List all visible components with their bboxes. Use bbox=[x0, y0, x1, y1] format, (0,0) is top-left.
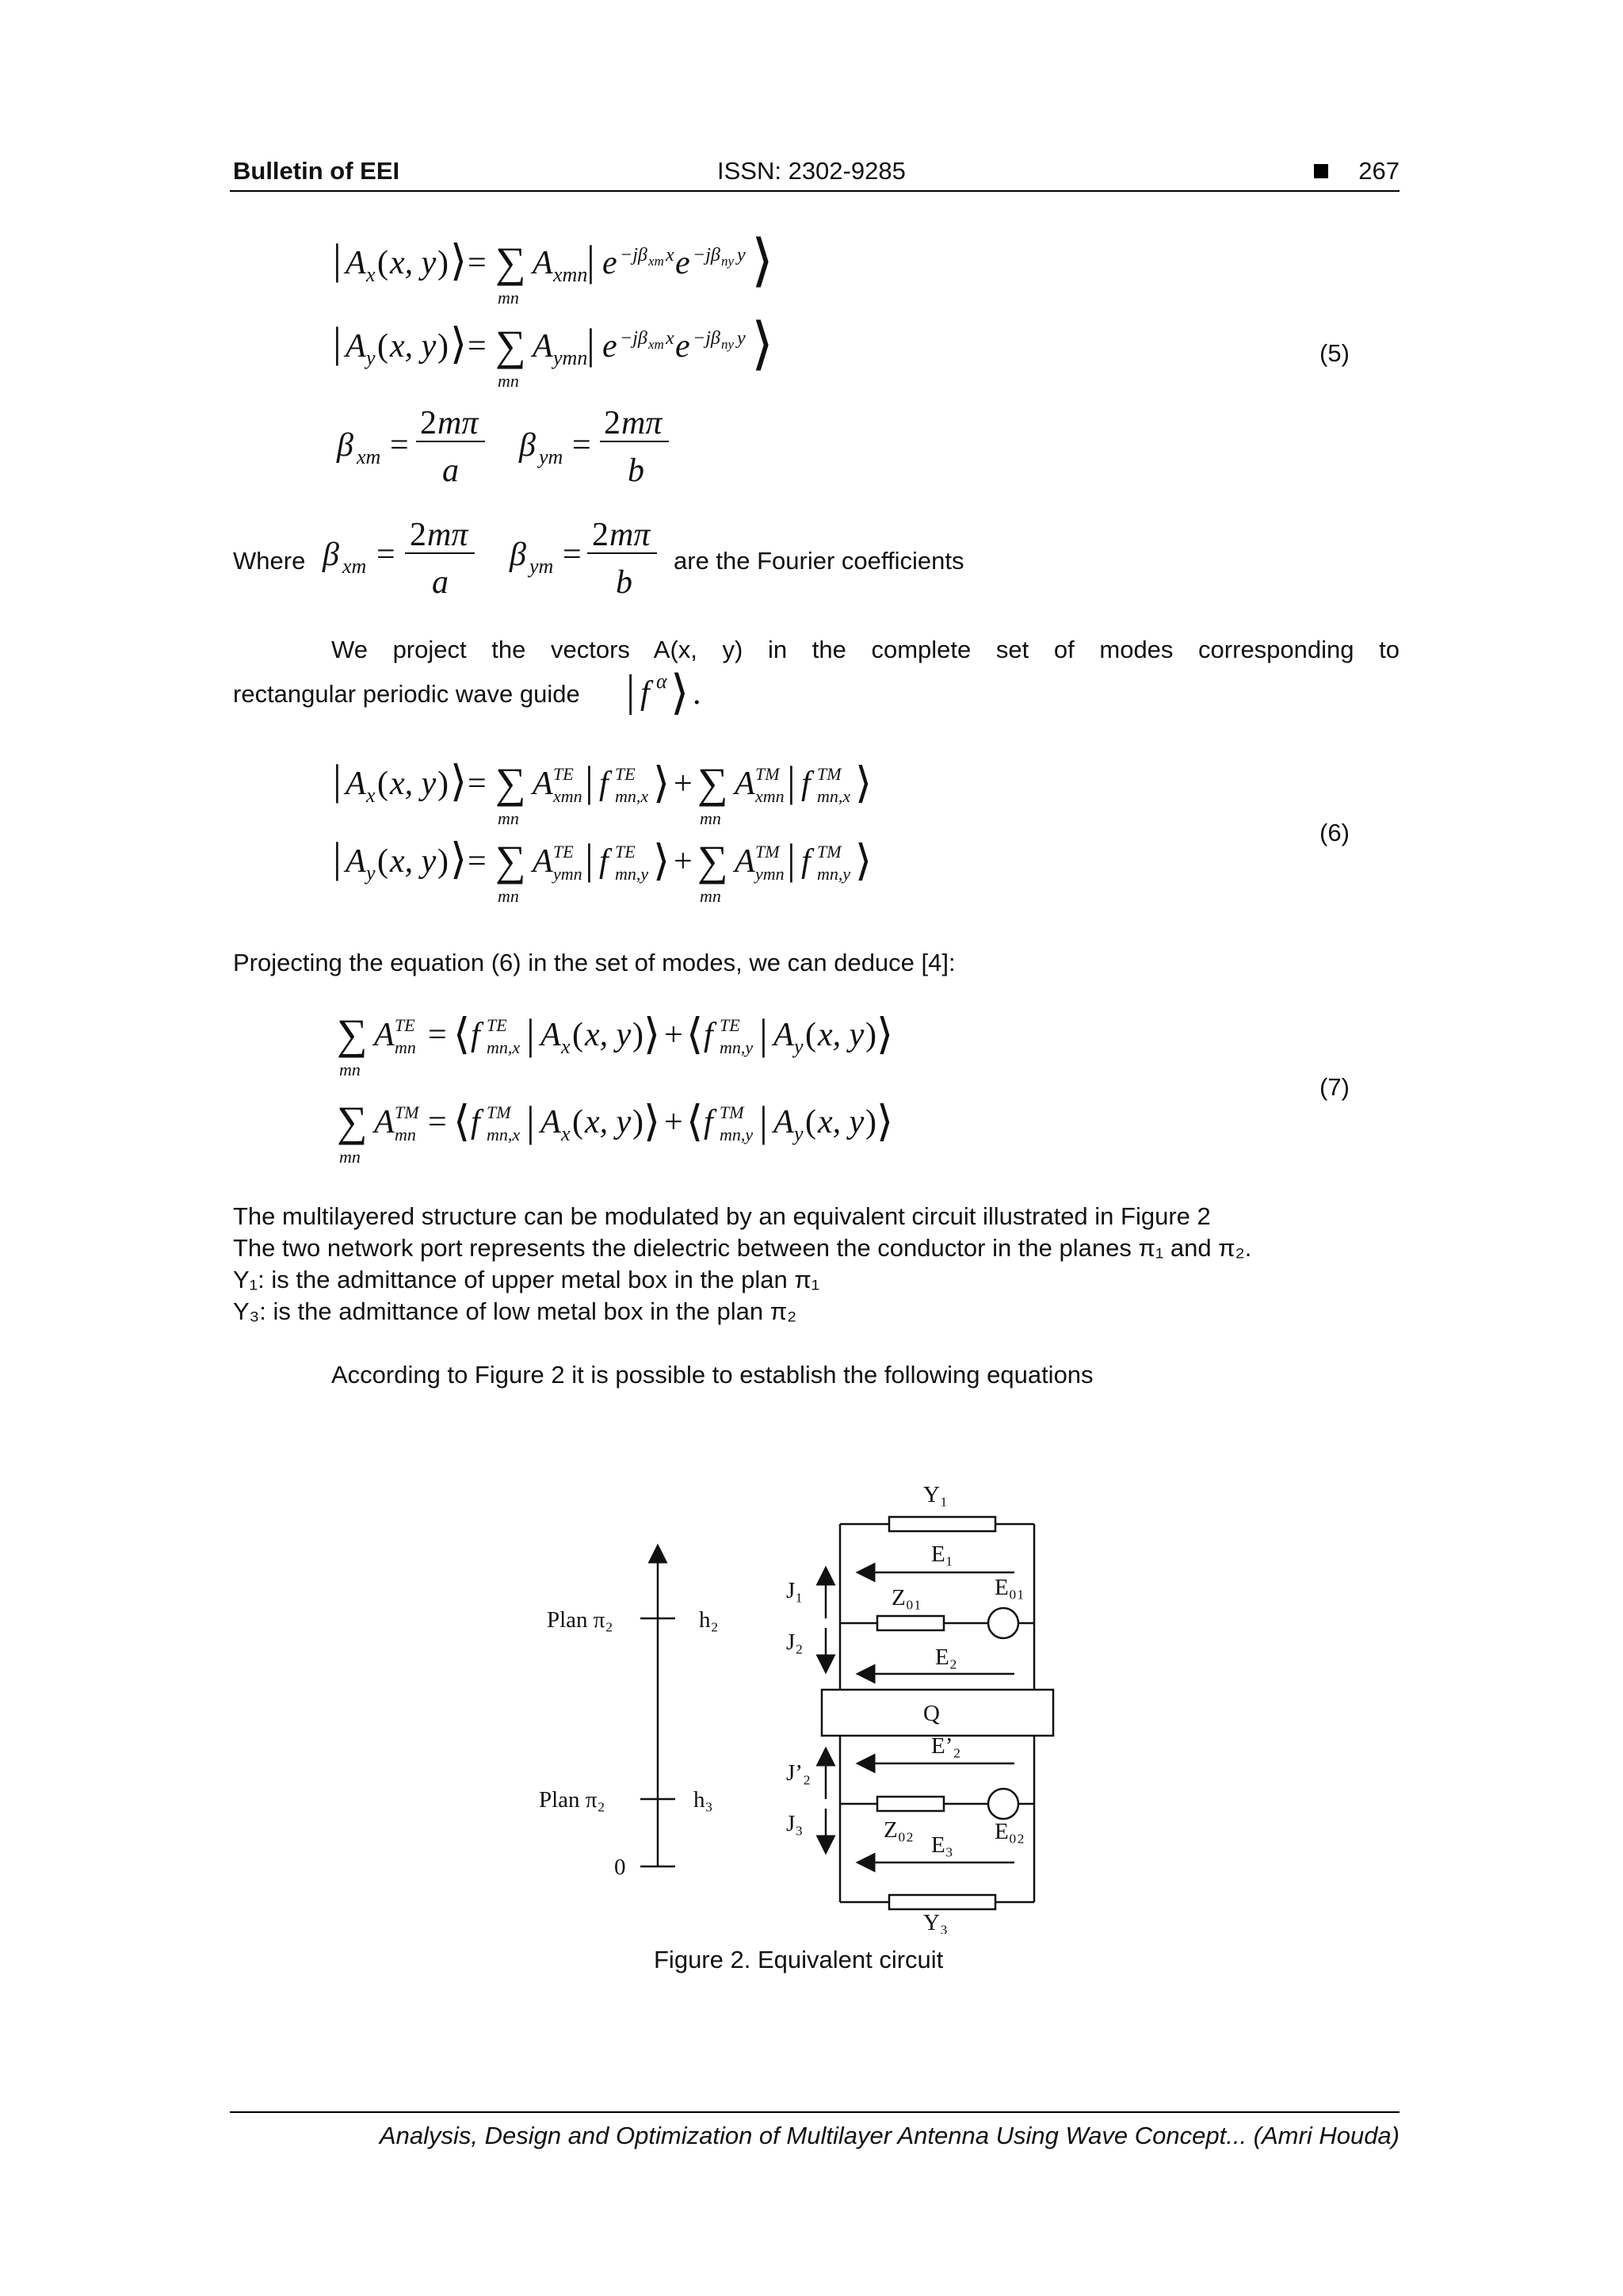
header-rule bbox=[230, 190, 1400, 192]
svg-text:|: | bbox=[626, 667, 636, 716]
svg-text:TM: TM bbox=[395, 1102, 419, 1122]
svg-text:f: f bbox=[704, 1017, 713, 1053]
plan-upper-label: Plan π₂ bbox=[547, 1607, 613, 1633]
svg-text:A: A bbox=[533, 843, 553, 880]
svg-text:): ) bbox=[437, 843, 449, 880]
svg-text:mn: mn bbox=[339, 1147, 361, 1167]
svg-text:mn: mn bbox=[498, 886, 519, 906]
svg-text:TM: TM bbox=[487, 1102, 511, 1122]
svg-text:∑: ∑ bbox=[697, 837, 728, 884]
svg-text:(: ( bbox=[805, 1104, 816, 1140]
svg-text:(: ( bbox=[572, 1104, 583, 1140]
h2-label: h₂ bbox=[699, 1607, 719, 1633]
equation-5-number: (5) bbox=[1319, 339, 1350, 367]
svg-text:∑: ∑ bbox=[495, 759, 526, 807]
svg-text:=: = bbox=[468, 245, 487, 281]
svg-text:xm: xm bbox=[648, 337, 664, 352]
footer-rule bbox=[230, 2111, 1400, 2113]
equation-6-number: (6) bbox=[1319, 819, 1350, 846]
z01-impedance bbox=[877, 1616, 944, 1630]
multilayer-line-1: The multilayered structure can be modulated by an equivalent circuit illustrated in Figure 2 bbox=[233, 1202, 1211, 1230]
svg-text:x: x bbox=[561, 1035, 571, 1058]
svg-text:⟩: ⟩ bbox=[450, 758, 468, 805]
svg-text:β: β bbox=[519, 427, 536, 464]
svg-text:y: y bbox=[366, 346, 376, 369]
svg-text:(: ( bbox=[377, 245, 388, 281]
svg-text:=: = bbox=[563, 537, 582, 573]
svg-text:|: | bbox=[787, 835, 796, 883]
according-text: According to Figure 2 it is possible to establish the following equations bbox=[331, 1361, 1094, 1389]
j1-label: J₁ bbox=[786, 1578, 804, 1603]
svg-text:mn,y: mn,y bbox=[817, 864, 851, 884]
svg-text:(: ( bbox=[377, 766, 388, 802]
svg-text:+: + bbox=[664, 1104, 683, 1140]
svg-text:|: | bbox=[526, 1010, 535, 1058]
svg-text:ym: ym bbox=[539, 445, 563, 468]
svg-text:∑: ∑ bbox=[495, 239, 526, 286]
h3-label: h₃ bbox=[693, 1787, 713, 1813]
svg-text:x, y: x, y bbox=[818, 1104, 865, 1140]
svg-text:a: a bbox=[432, 564, 449, 601]
square-bullet-icon bbox=[1314, 164, 1328, 178]
svg-text:mn: mn bbox=[498, 371, 519, 391]
svg-text:.: . bbox=[693, 675, 701, 712]
svg-text:⟩: ⟩ bbox=[751, 229, 774, 292]
svg-text:⟩: ⟩ bbox=[670, 667, 689, 719]
svg-text:mn: mn bbox=[700, 808, 721, 828]
svg-text:TM: TM bbox=[755, 842, 780, 861]
equation-5 bbox=[317, 226, 832, 503]
svg-text:): ) bbox=[865, 1017, 876, 1053]
e01-label: E₀₁ bbox=[995, 1575, 1025, 1600]
svg-text:−jβ: −jβ bbox=[620, 245, 647, 266]
svg-text:⟩: ⟩ bbox=[855, 837, 873, 884]
e2-prime-label: E’₂ bbox=[931, 1733, 961, 1759]
svg-text:f: f bbox=[599, 766, 609, 802]
svg-text:⟩: ⟩ bbox=[653, 759, 670, 807]
svg-text:x, y: x, y bbox=[390, 766, 437, 802]
svg-text:y: y bbox=[794, 1122, 804, 1145]
svg-text:−jβ: −jβ bbox=[693, 245, 720, 266]
svg-text:xm: xm bbox=[648, 254, 664, 269]
svg-text:f: f bbox=[801, 843, 811, 880]
j2-label: J₂ bbox=[786, 1629, 804, 1655]
svg-text:⟩: ⟩ bbox=[450, 320, 468, 368]
svg-text:xmn: xmn bbox=[553, 263, 588, 286]
svg-text:2: 2 bbox=[410, 517, 426, 553]
svg-text:mn: mn bbox=[395, 1125, 416, 1144]
svg-text:x, y: x, y bbox=[390, 328, 437, 365]
svg-text:|: | bbox=[585, 835, 594, 883]
svg-text:⟩: ⟩ bbox=[643, 1098, 661, 1145]
figure-caption: Figure 2. Equivalent circuit bbox=[654, 1946, 944, 1973]
svg-text:(: ( bbox=[377, 843, 388, 880]
svg-text:x, y: x, y bbox=[390, 245, 437, 281]
z01-label: Z₀₁ bbox=[892, 1585, 922, 1610]
svg-text:mπ: mπ bbox=[609, 517, 651, 553]
svg-text:): ) bbox=[437, 245, 449, 281]
svg-text:2: 2 bbox=[592, 517, 609, 553]
svg-text:⟩: ⟩ bbox=[751, 312, 774, 376]
svg-text:A: A bbox=[540, 1104, 561, 1140]
svg-text:x, y: x, y bbox=[585, 1104, 632, 1140]
svg-text:=: = bbox=[428, 1017, 447, 1053]
svg-text:mn: mn bbox=[498, 288, 519, 308]
svg-text:|: | bbox=[585, 758, 594, 805]
footer-text: Analysis, Design and Optimization of Multilayer Antenna Using Wave Concept... (Amri Houda) bbox=[379, 2122, 1400, 2149]
issn: ISSN: 2302-9285 bbox=[717, 157, 906, 185]
svg-text:ymn: ymn bbox=[755, 864, 785, 884]
y1-label: Y₁ bbox=[923, 1482, 949, 1507]
svg-text:x: x bbox=[561, 1122, 571, 1145]
svg-text:f: f bbox=[599, 843, 609, 880]
svg-text:e: e bbox=[602, 245, 617, 281]
svg-text:=: = bbox=[390, 427, 409, 464]
svg-text:mn,x: mn,x bbox=[817, 786, 851, 806]
equation-7 bbox=[317, 995, 919, 1185]
e02-source bbox=[988, 1789, 1018, 1819]
svg-text:α: α bbox=[656, 670, 667, 693]
j3-label: J₃ bbox=[786, 1811, 804, 1836]
svg-text:A: A bbox=[735, 843, 755, 880]
origin-label: 0 bbox=[614, 1855, 626, 1880]
svg-text:A: A bbox=[540, 1017, 561, 1053]
svg-text:⟩: ⟩ bbox=[643, 1010, 661, 1058]
svg-text:A: A bbox=[533, 245, 553, 281]
svg-text:y: y bbox=[737, 245, 746, 266]
svg-text:TE: TE bbox=[553, 764, 574, 784]
plan-lower-label: Plan π₂ bbox=[539, 1787, 605, 1813]
equation-7-number: (7) bbox=[1319, 1073, 1350, 1101]
svg-text:|: | bbox=[787, 758, 796, 805]
mode-ket bbox=[624, 664, 704, 728]
y3-definition: Y₃: is the admittance of low metal box in the plan π₂ bbox=[233, 1297, 797, 1325]
svg-text:⟩: ⟩ bbox=[855, 759, 873, 807]
e2-label: E₂ bbox=[935, 1645, 957, 1670]
svg-text:A: A bbox=[533, 328, 553, 365]
j2-prime-label: J’₂ bbox=[786, 1760, 812, 1786]
where-prefix: Where bbox=[233, 547, 306, 575]
z02-impedance bbox=[877, 1797, 944, 1811]
svg-text:=: = bbox=[468, 766, 487, 802]
journal-name: Bulletin of EEI bbox=[233, 157, 400, 185]
equivalent-circuit-figure bbox=[523, 1474, 1078, 1934]
svg-text:): ) bbox=[632, 1104, 643, 1140]
svg-text:y: y bbox=[794, 1035, 804, 1058]
svg-text:=: = bbox=[428, 1104, 447, 1140]
page-number-block bbox=[1314, 157, 1400, 185]
svg-text:∑: ∑ bbox=[337, 1010, 368, 1058]
where-suffix: are the Fourier coefficients bbox=[674, 547, 964, 575]
svg-text:A: A bbox=[346, 328, 366, 365]
e3-label: E₃ bbox=[931, 1832, 953, 1858]
svg-text:): ) bbox=[437, 328, 449, 365]
svg-text:⟨: ⟨ bbox=[686, 1010, 704, 1058]
e1-label: E₁ bbox=[931, 1541, 953, 1567]
svg-text:−jβ: −jβ bbox=[620, 328, 647, 349]
svg-text:f: f bbox=[471, 1104, 480, 1140]
svg-text:|: | bbox=[759, 1010, 768, 1058]
svg-text:ymn: ymn bbox=[553, 864, 582, 884]
svg-text:f: f bbox=[704, 1104, 713, 1140]
svg-text:mn,y: mn,y bbox=[720, 1125, 754, 1144]
equation-6 bbox=[317, 745, 919, 919]
svg-text:x: x bbox=[666, 245, 674, 266]
svg-text:A: A bbox=[346, 245, 366, 281]
svg-text:2: 2 bbox=[420, 405, 437, 441]
svg-text:TE: TE bbox=[615, 764, 636, 784]
svg-text:⟩: ⟩ bbox=[876, 1010, 894, 1058]
svg-text:mn,y: mn,y bbox=[615, 864, 649, 884]
svg-text:⟩: ⟩ bbox=[450, 835, 468, 883]
svg-text:xm: xm bbox=[342, 555, 367, 578]
svg-text:=: = bbox=[376, 537, 395, 573]
svg-text:β: β bbox=[337, 427, 353, 464]
svg-text:x, y: x, y bbox=[818, 1017, 865, 1053]
svg-text:f: f bbox=[640, 675, 650, 712]
svg-text:|: | bbox=[333, 834, 342, 881]
svg-text:ymn: ymn bbox=[553, 346, 588, 369]
svg-text:mπ: mπ bbox=[437, 405, 479, 441]
svg-text:e: e bbox=[675, 245, 690, 281]
svg-text:TE: TE bbox=[553, 842, 574, 861]
y1-definition: Y₁: is the admittance of upper metal box in the plan π₁ bbox=[233, 1266, 820, 1293]
svg-text:y: y bbox=[737, 328, 746, 349]
svg-text:TM: TM bbox=[817, 764, 842, 784]
svg-text:A: A bbox=[346, 766, 366, 802]
svg-text:mπ: mπ bbox=[621, 405, 663, 441]
svg-text:TM: TM bbox=[720, 1102, 744, 1122]
svg-text:mπ: mπ bbox=[427, 517, 468, 553]
svg-text:xm: xm bbox=[357, 445, 381, 468]
svg-text:2: 2 bbox=[604, 405, 621, 441]
svg-text:mn: mn bbox=[700, 886, 721, 906]
z02-label: Z₀₂ bbox=[884, 1817, 914, 1843]
svg-text:⟨: ⟨ bbox=[453, 1010, 471, 1058]
svg-text:∑: ∑ bbox=[697, 759, 728, 807]
svg-text:ym: ym bbox=[529, 555, 554, 578]
svg-text:+: + bbox=[674, 843, 693, 880]
svg-text:xmn: xmn bbox=[553, 786, 582, 806]
svg-text:x: x bbox=[366, 784, 376, 807]
svg-text:|: | bbox=[586, 320, 595, 368]
projecting-text: Projecting the equation (6) in the set of modes, we can deduce [4]: bbox=[233, 949, 956, 976]
project-line-2: rectangular periodic wave guide bbox=[233, 680, 580, 708]
svg-text:⟩: ⟩ bbox=[653, 837, 670, 884]
svg-text:b: b bbox=[628, 453, 644, 489]
svg-text:−jβ: −jβ bbox=[693, 328, 720, 349]
svg-text:∑: ∑ bbox=[495, 322, 526, 369]
svg-text:A: A bbox=[374, 1017, 395, 1053]
svg-text:TM: TM bbox=[755, 764, 780, 784]
svg-text:): ) bbox=[632, 1017, 643, 1053]
svg-text:|: | bbox=[759, 1098, 768, 1145]
svg-text:(: ( bbox=[377, 328, 388, 365]
svg-text:e: e bbox=[602, 328, 617, 365]
svg-text:β: β bbox=[510, 537, 526, 573]
svg-text:): ) bbox=[865, 1104, 876, 1140]
q-label: Q bbox=[923, 1701, 940, 1726]
svg-text:⟩: ⟩ bbox=[450, 237, 468, 285]
svg-text:|: | bbox=[333, 756, 342, 804]
svg-text:b: b bbox=[616, 564, 632, 601]
svg-text:e: e bbox=[675, 328, 690, 365]
svg-text:A: A bbox=[773, 1017, 794, 1053]
svg-text:ny: ny bbox=[721, 254, 735, 269]
svg-text:A: A bbox=[346, 843, 366, 880]
svg-text:|: | bbox=[333, 319, 342, 366]
svg-text:∑: ∑ bbox=[495, 837, 526, 884]
svg-text:x: x bbox=[666, 328, 674, 349]
svg-text:TE: TE bbox=[720, 1015, 740, 1035]
svg-text:x: x bbox=[366, 263, 376, 286]
svg-text:(: ( bbox=[572, 1017, 583, 1053]
svg-text:=: = bbox=[468, 843, 487, 880]
svg-text:|: | bbox=[586, 237, 595, 285]
y3-admittance bbox=[889, 1895, 995, 1909]
svg-text:∑: ∑ bbox=[337, 1098, 368, 1145]
svg-text:): ) bbox=[437, 766, 449, 802]
svg-text:mn,x: mn,x bbox=[487, 1037, 521, 1057]
svg-text:A: A bbox=[735, 766, 755, 802]
svg-text:A: A bbox=[773, 1104, 794, 1140]
svg-text:TE: TE bbox=[615, 842, 636, 861]
svg-text:x, y: x, y bbox=[585, 1017, 632, 1053]
svg-text:A: A bbox=[374, 1104, 395, 1140]
svg-text:a: a bbox=[442, 453, 459, 489]
svg-text:f: f bbox=[801, 766, 811, 802]
svg-text:ny: ny bbox=[721, 337, 735, 352]
svg-text:|: | bbox=[526, 1098, 535, 1145]
fourier-coeff-formula bbox=[321, 514, 678, 605]
svg-text:mn,x: mn,x bbox=[487, 1125, 521, 1144]
svg-text:x, y: x, y bbox=[390, 843, 437, 880]
y1-admittance bbox=[889, 1517, 995, 1531]
svg-text:mn: mn bbox=[339, 1060, 361, 1079]
svg-text:=: = bbox=[572, 427, 591, 464]
svg-text:(: ( bbox=[805, 1017, 816, 1053]
svg-text:xmn: xmn bbox=[755, 786, 785, 806]
svg-text:TE: TE bbox=[487, 1015, 507, 1035]
multilayer-line-2: The two network port represents the dielectric between the conductor in the planes π₁ and π₂. bbox=[233, 1234, 1252, 1262]
svg-text:TM: TM bbox=[817, 842, 842, 861]
svg-text:+: + bbox=[664, 1017, 683, 1053]
page-number: 267 bbox=[1358, 157, 1400, 185]
svg-text:mn: mn bbox=[498, 808, 519, 828]
svg-text:=: = bbox=[468, 328, 487, 365]
project-line-1: We project the vectors A(x, y) in the complete set of modes corresponding to bbox=[331, 636, 1400, 663]
svg-text:mn,y: mn,y bbox=[720, 1037, 754, 1057]
svg-text:+: + bbox=[674, 766, 693, 802]
svg-text:⟨: ⟨ bbox=[453, 1098, 471, 1145]
svg-text:A: A bbox=[533, 766, 553, 802]
svg-text:mn,x: mn,x bbox=[615, 786, 649, 806]
svg-text:⟨: ⟨ bbox=[686, 1098, 704, 1145]
y3-label: Y₃ bbox=[923, 1910, 949, 1934]
svg-text:y: y bbox=[366, 861, 376, 884]
svg-text:β: β bbox=[323, 537, 339, 573]
svg-text:|: | bbox=[333, 235, 342, 283]
svg-text:⟩: ⟩ bbox=[876, 1098, 894, 1145]
e02-label: E₀₂ bbox=[995, 1819, 1025, 1844]
svg-text:TE: TE bbox=[395, 1015, 415, 1035]
e01-source bbox=[988, 1608, 1018, 1638]
svg-text:f: f bbox=[471, 1017, 480, 1053]
svg-text:mn: mn bbox=[395, 1037, 416, 1057]
